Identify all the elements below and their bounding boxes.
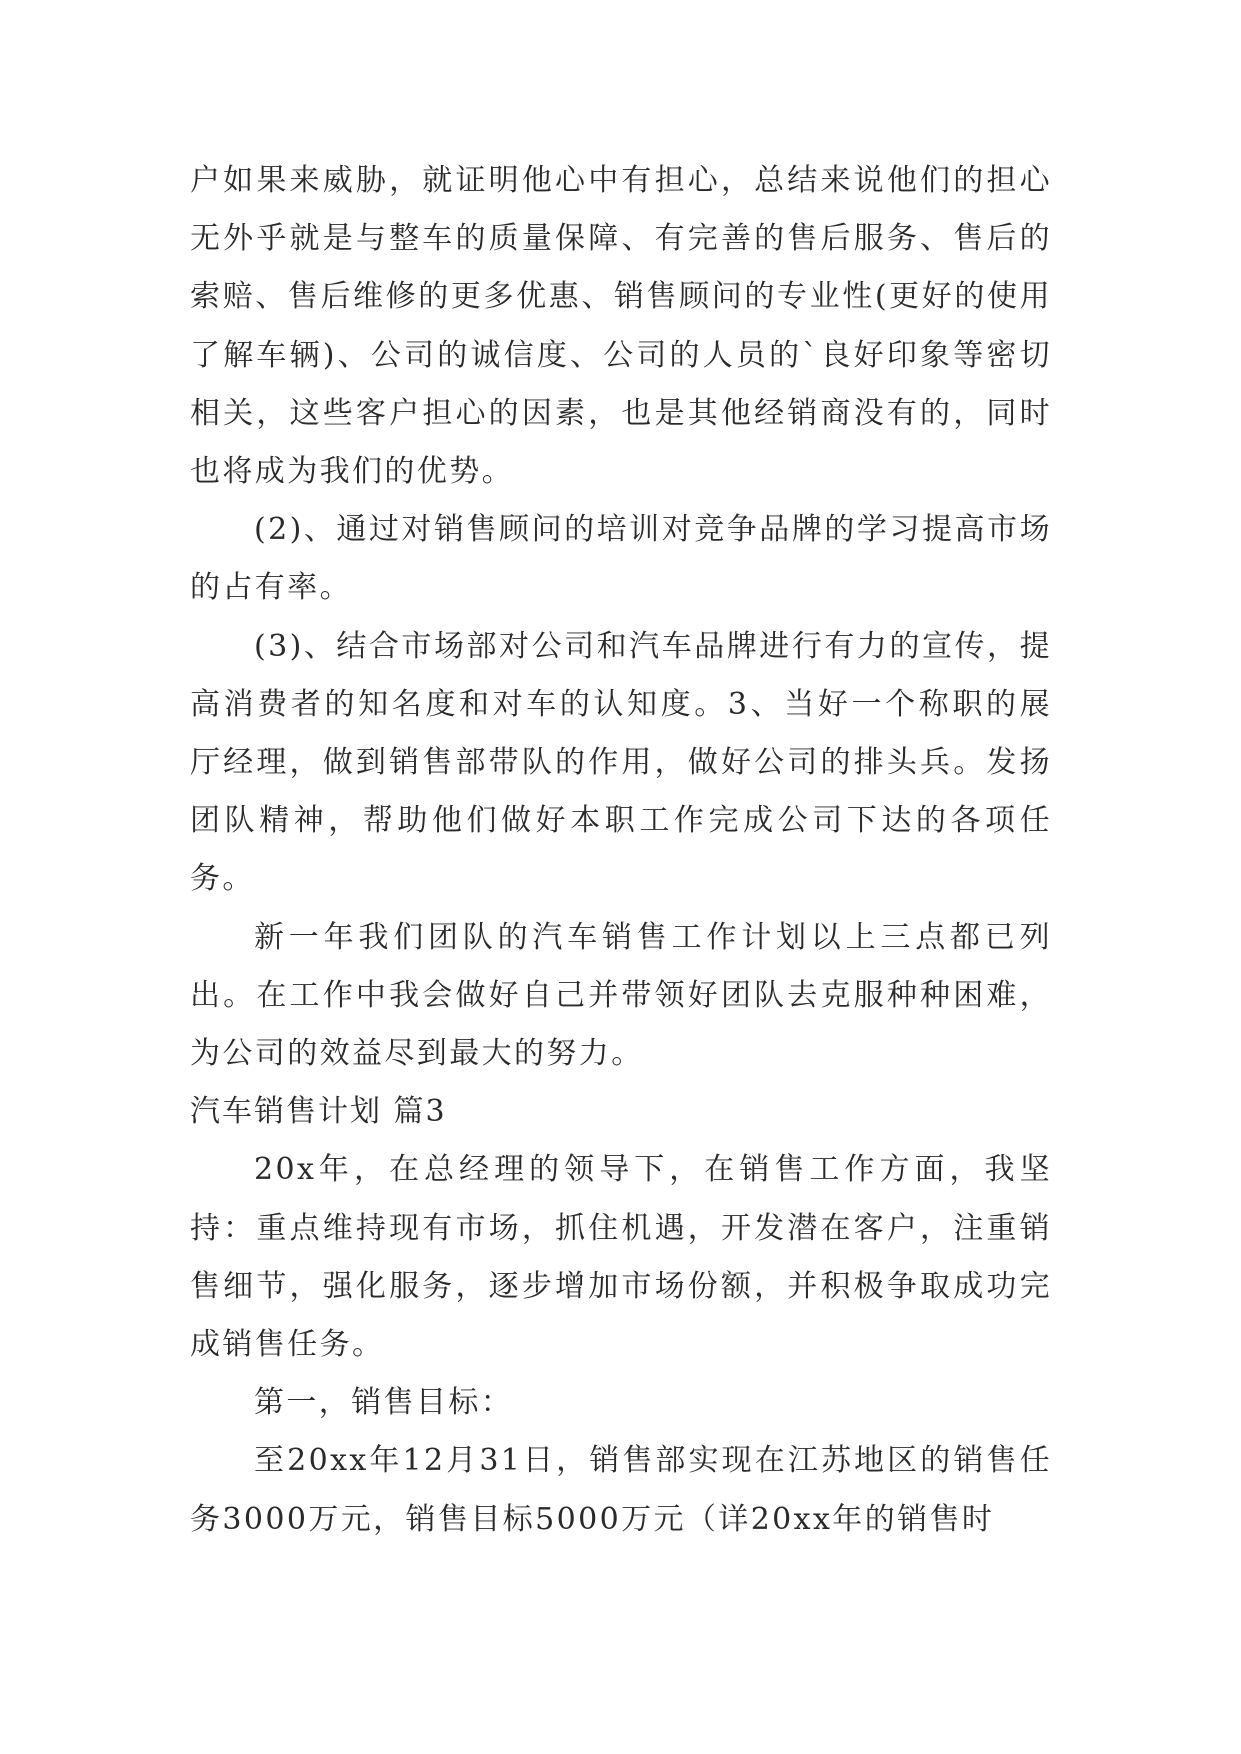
paragraph-sales-target-heading: 第一，销售目标： xyxy=(254,1385,514,1421)
paragraph-customer-concerns: 户如果来威胁，就证明他心中有担心，总结来说他们的担心无外乎就是与整车的质量保障、有完善的售后服务、售后的索赔、售后维修的更多优惠、销售顾问的专业性(更好的使用了解车辆)、公司的诚信度、公司的人员的`良好印象等密切相关，这些客户担心的因素，也是其他经销商没有的，同时也将成为我们的优势。 xyxy=(190,163,1052,490)
paragraph-sales-target: 至20xx年12月31日，销售部实现在江苏地区的销售任务3000万元，销售目标5000万元（详20xx年的销售时 xyxy=(190,1443,1052,1537)
section-heading: 汽车销售计划 篇3 xyxy=(190,1094,447,1130)
paragraph-item-3: (3)、结合市场部对公司和汽车品牌进行有力的宣传，提高消费者的知名度和对车的认知度。3、当好一个称职的展厅经理，做到销售部带队的作用，做好公司的排头兵。发扬团队精神，帮助他们做好本职工作完成公司下达的各项任务。 xyxy=(190,628,1052,897)
paragraph-new-year-plan: 新一年我们团队的汽车销售工作计划以上三点都已列出。在工作中我会做好自己并带领好团队去克服种种困难，为公司的效益尽到最大的努力。 xyxy=(190,919,1052,1072)
document-page xyxy=(190,152,1052,1549)
paragraph-sales-overview: 20x年，在总经理的领导下，在销售工作方面，我坚持：重点维持现有市场，抓住机遇，开发潜在客户，注重销售细节，强化服务，逐步增加市场份额，并积极争取成功完成销售任务。 xyxy=(190,1152,1052,1363)
paragraph-item-2: (2)、通过对销售顾问的培训对竞争品牌的学习提高市场的占有率。 xyxy=(190,512,1052,606)
